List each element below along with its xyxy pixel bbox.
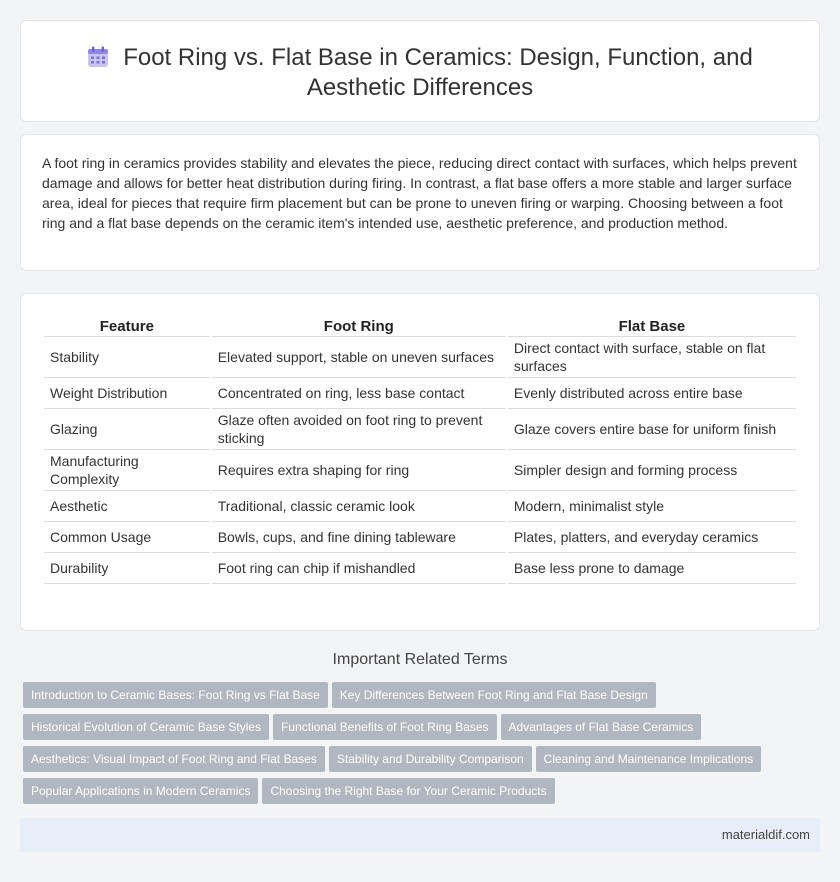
cell-foot-ring: Foot ring can chip if mishandled [212,553,506,584]
cell-foot-ring: Requires extra shaping for ring [212,450,506,491]
table-header-row [44,316,796,337]
table-row [44,553,796,584]
cell-feature: Manufacturing Complexity [44,450,210,491]
cell-flat-base: Modern, minimalist style [508,491,796,522]
related-term-link[interactable]: Introduction to Ceramic Bases: Foot Ring vs Flat Base [23,682,328,708]
cell-feature: Weight Distribution [44,378,210,409]
cell-flat-base: Glaze covers entire base for uniform finish [508,409,796,450]
cell-flat-base: Base less prone to damage [508,553,796,584]
related-terms-title: Important Related Terms [332,651,508,668]
cell-feature: Aesthetic [44,491,210,522]
table-row [44,337,796,378]
intro-card [20,134,820,271]
title-line-2: Aesthetic Differences [306,74,534,101]
cell-flat-base: Simpler design and forming process [508,450,796,491]
intro-paragraph: A foot ring in ceramics provides stability and elevates the piece, reducing direct contact with surfaces, which helps prevent damage and allows for better heat distribution during firing. In contrast, a flat base offers a more stable and larger surface area, ideal for pieces that require firm placement but can be prone to uneven firing or warping. Choosing between a foot ring and a flat base depends on the ceramic item's intended use, aesthetic preference, and production method. [42,155,797,231]
related-term-link[interactable]: Cleaning and Maintenance Implications [536,746,761,772]
related-term-link[interactable]: Historical Evolution of Ceramic Base Styles [23,714,269,740]
footer-bar [20,818,820,852]
table-row [44,409,796,450]
related-term-link[interactable]: Key Differences Between Foot Ring and Flat Base Design [332,682,656,708]
page-title [21,43,819,103]
header-feature: Feature [44,316,210,337]
cell-foot-ring: Bowls, cups, and fine dining tableware [212,522,506,553]
title-line-1: Foot Ring vs. Flat Base in Ceramics: Design, Function, and [123,44,753,71]
title-card [20,20,820,122]
table-row [44,450,796,491]
table-row [44,491,796,522]
cell-flat-base: Direct contact with surface, stable on flat surfaces [508,337,796,378]
header-foot-ring: Foot Ring [212,316,506,337]
related-term-link[interactable]: Functional Benefits of Foot Ring Bases [273,714,496,740]
calendar-icon [87,46,109,68]
table-row [44,378,796,409]
table-row [44,522,796,553]
related-term-link[interactable]: Choosing the Right Base for Your Ceramic Products [262,778,554,804]
related-terms-list [23,682,803,810]
cell-feature: Common Usage [44,522,210,553]
footer-site-link[interactable]: materialdif.com [721,827,810,842]
cell-foot-ring: Traditional, classic ceramic look [212,491,506,522]
comparison-card [20,293,820,631]
related-term-link[interactable]: Popular Applications in Modern Ceramics [23,778,258,804]
cell-feature: Stability [44,337,210,378]
related-term-link[interactable]: Aesthetics: Visual Impact of Foot Ring and Flat Bases [23,746,325,772]
related-term-link[interactable]: Stability and Durability Comparison [329,746,532,772]
cell-flat-base: Evenly distributed across entire base [508,378,796,409]
comparison-table [42,316,798,584]
cell-foot-ring: Elevated support, stable on uneven surfaces [212,337,506,378]
cell-feature: Glazing [44,409,210,450]
related-term-link[interactable]: Advantages of Flat Base Ceramics [501,714,702,740]
cell-foot-ring: Glaze often avoided on foot ring to prevent sticking [212,409,506,450]
cell-flat-base: Plates, platters, and everyday ceramics [508,522,796,553]
cell-feature: Durability [44,553,210,584]
cell-foot-ring: Concentrated on ring, less base contact [212,378,506,409]
header-flat-base: Flat Base [508,316,796,337]
